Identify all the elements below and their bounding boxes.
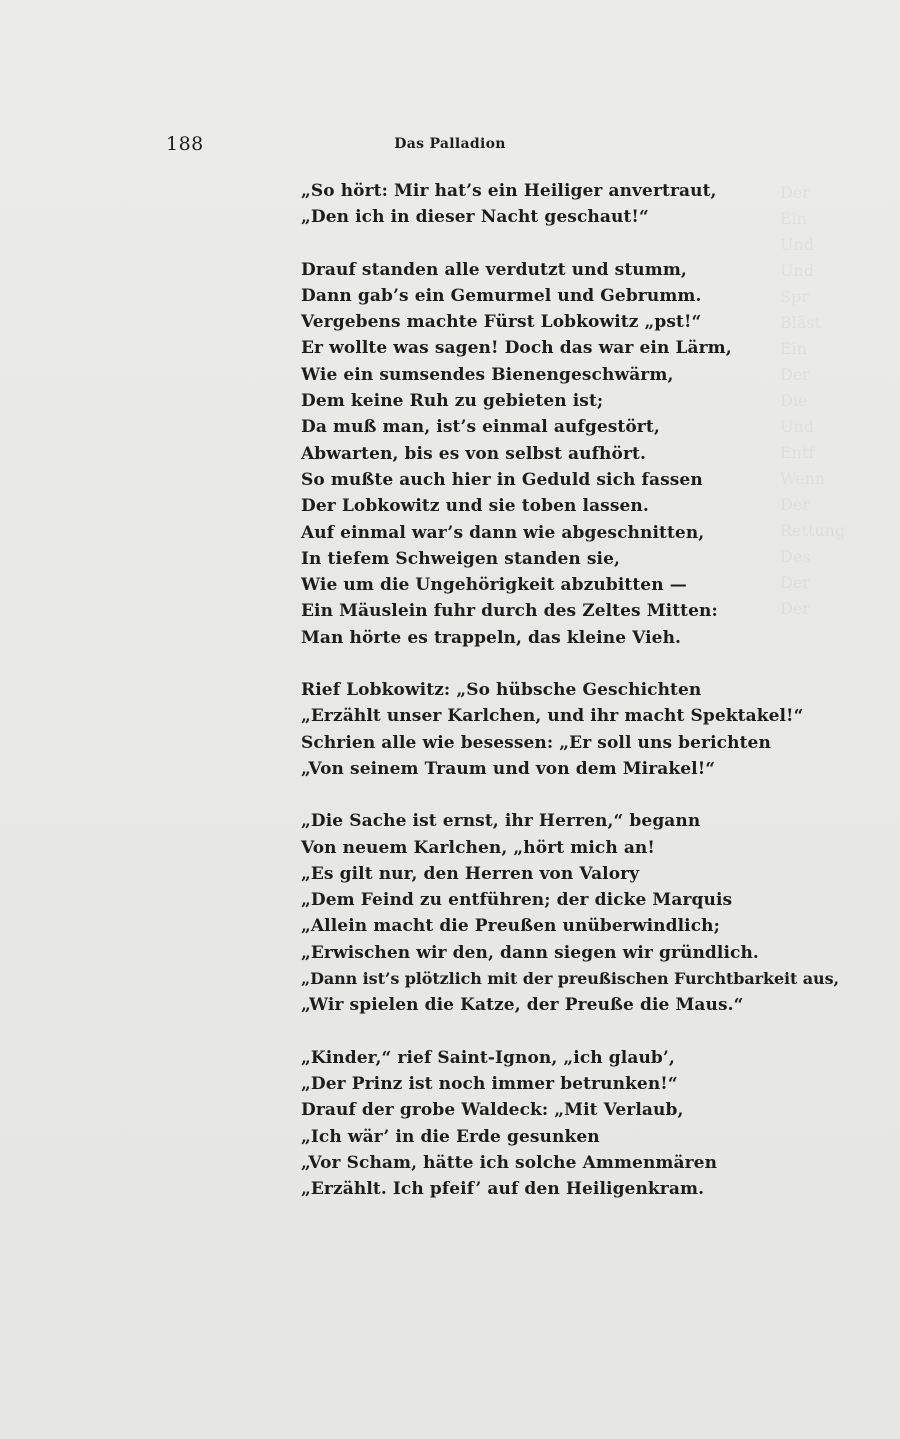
verse-line: „Die Sache ist ernst, ihr Herren,“ begann xyxy=(301,811,701,832)
verse-line: „Es gilt nur, den Herren von Valory xyxy=(301,863,640,884)
poem-text xyxy=(301,178,839,1228)
verse-line: „Erwischen wir den, dann siegen wir gründlich. xyxy=(301,942,759,963)
verse-line: Dem keine Ruh zu gebieten ist; xyxy=(301,391,604,412)
verse-line: „Erzählt unser Karlchen, und ihr macht Spektakel!“ xyxy=(301,706,804,727)
verse-line: „Kinder,“ rief Saint-Ignon, „ich glaub’, xyxy=(301,1047,675,1068)
verse-line: Dann gab’s ein Gemurmel und Gebrumm. xyxy=(301,285,702,306)
verse-line: Wie um die Ungehörigkeit abzubitten — xyxy=(301,575,687,596)
verse-line: Drauf standen alle verdutzt und stumm, xyxy=(301,259,687,280)
verse-line: „Ich wär’ in die Erde gesunken xyxy=(301,1126,600,1147)
verse-line: Auf einmal war’s dann wie abgeschnitten, xyxy=(301,522,705,543)
verse-line: Abwarten, bis es von selbst aufhört. xyxy=(301,443,646,464)
verse-line: „Dann ist’s plötzlich mit der preußischen Furchtbarkeit aus, xyxy=(301,969,839,989)
verse-line: Von neuem Karlchen, „hört mich an! xyxy=(301,837,655,858)
stanza xyxy=(301,808,839,1018)
verse-line: Ein Mäuslein fuhr durch des Zeltes Mitten: xyxy=(301,601,718,622)
page-number: 188 xyxy=(166,133,204,155)
stanza xyxy=(301,257,781,651)
verse-line: „Von seinem Traum und von dem Mirakel!“ xyxy=(301,758,716,779)
stanza xyxy=(301,178,781,231)
verse-line: Man hörte es trappeln, das kleine Vieh. xyxy=(301,627,682,648)
verse-line: „Den ich in dieser Nacht geschaut!“ xyxy=(301,207,649,228)
verse-line: „Erzählt. Ich pfeif’ auf den Heiligenkram. xyxy=(301,1179,705,1200)
verse-line: Wie ein sumsendes Bienengeschwärm, xyxy=(301,364,674,385)
verse-line: „Der Prinz ist noch immer betrunken!“ xyxy=(301,1073,678,1094)
verse-line: „Vor Scham, hätte ich solche Ammenmären xyxy=(301,1152,718,1173)
stanza xyxy=(301,677,804,782)
verse-line: „So hört: Mir hat’s ein Heiliger anvertraut, xyxy=(301,181,717,201)
verse-line: Rief Lobkowitz: „So hübsche Geschichten xyxy=(301,680,702,701)
verse-line: Schrien alle wie besessen: „Er soll uns berichten xyxy=(301,732,771,753)
verse-line: So mußte auch hier in Geduld sich fassen xyxy=(301,469,703,490)
verse-line: „Allein macht die Preußen unüberwindlich; xyxy=(301,916,721,937)
verse-line: Er wollte was sagen! Doch das war ein Lärm, xyxy=(301,338,732,359)
verse-line: Vergebens machte Fürst Lobkowitz „pst!“ xyxy=(301,312,702,333)
verse-line: In tiefem Schweigen standen sie, xyxy=(301,548,621,569)
bleed-through-text xyxy=(780,180,845,622)
verse-line: „Wir spielen die Katze, der Preuße die Maus.“ xyxy=(301,995,744,1016)
running-head-title: Das Palladion xyxy=(394,136,506,152)
verse-line: Da muß man, ist’s einmal aufgestört, xyxy=(301,417,660,438)
stanza xyxy=(301,1045,781,1203)
verse-line: Der Lobkowitz und sie toben lassen. xyxy=(301,496,649,517)
verse-line: Drauf der grobe Waldeck: „Mit Verlaub, xyxy=(301,1100,684,1121)
verse-line: „Dem Feind zu entführen; der dicke Marquis xyxy=(301,890,733,911)
